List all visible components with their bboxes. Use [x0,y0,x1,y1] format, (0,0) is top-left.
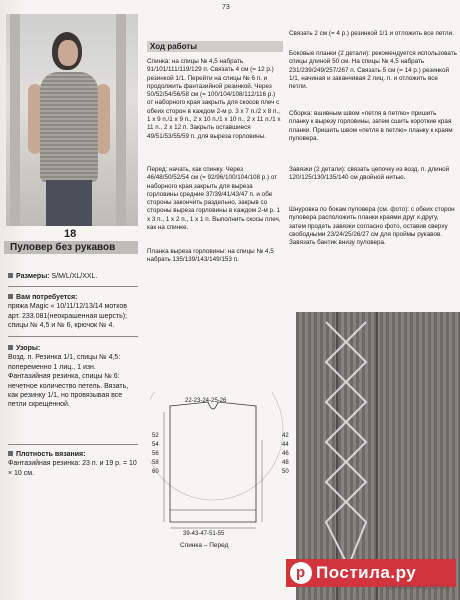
garment-schematic [150,392,284,552]
section-heading: Ход работы [147,41,283,52]
schema-caption: Спинка – Перед [180,542,229,549]
photo-arm [96,84,110,154]
bullet-square-icon [8,294,13,299]
patterns-section [8,344,140,410]
bullet-square-icon [8,273,13,278]
footer-url: tl@mix2010.blog.163.com [386,585,450,591]
schema-bottom-dims: 39-43-47-51-55 [183,531,225,537]
pattern-number: 18 [64,228,77,240]
schema-top-dims: 22-23-24-25-26 [185,398,227,404]
side-panels-instructions: Боковые планки (2 детали): рекомендуется использовать спицы длиной 50 см. На спицы № 4,5 набрать 231/239/249/257/267 п. Связать 5 см (= 14 р.) резинкой 1/1, начиная и заканчивая 2 лиц. п. и отложить все петли. [289,50,457,91]
density-section [8,450,140,478]
photo-legs [46,180,92,226]
density-label: Плотность вязания: [16,451,86,458]
materials-text: пряжа Magic « 10/11/12/13/14 мотков арт. 233.081(неокрашенная шерсть); спицы № 4,5 и № 6, крючок № 4. [8,303,128,330]
pin-glyph: p [296,564,306,581]
photo-sweater [40,72,98,182]
model-photo [6,14,138,226]
schema-left-dims: 52 54 56 58 60 [152,433,159,475]
neckband-cont: Связать 2 см (= 4 р.) резинкой 1/1 и отложить все петли. [289,30,454,37]
photo-column [116,14,126,226]
sizes-section [8,272,140,281]
sizes-label: Размеры: [16,273,50,280]
photo-column [10,14,20,226]
page-number: 73 [222,4,230,11]
photo-face [58,40,78,66]
materials-section [8,293,140,331]
assembly-instructions: Сборка: вшивным швом «петля в петлю» пришить планку к вырезу горловины, затем сшить короткие края планки. Пришить швом «петля в петлю» планку к краям пуловера. [289,110,453,142]
schema-right-dims: 42 44 46 48 50 [282,433,289,475]
sizes-value: S/M/L/XL/XXL. [51,273,98,280]
patterns-label: Узоры: [16,345,41,352]
materials-label: Вам потребуется: [16,294,78,301]
divider [8,336,138,337]
back-instructions: Спинка: на спицы № 4,5 набрать 91/101/111/119/129 п. Связать 4 см (= 12 р.) резинкой 1/1. Перейти на спицы № 6 п. и продолжить фантазийной резинкой. Через 50/52/54/56/58 см (= 100/104/108/112/116 р.) от наборного края закрыть для скосов плеч с обеих сторон в каждом 2-м р. 3 х 7 п./2 х 8 п., 1 х 9 п./1 х 9 п., 2 х 10 п./1 х 10 п., 2 х 11 п./1 х 11 п., 2 х 12 п. Закрыть оставшиеся 49/51/53/55/59 п. для выреза горловины. [147,58,281,140]
pattern-title: Пуловер без рукавов [10,242,116,253]
front-instructions: Перед: начать, как спинку. Через 46/48/50/52/54 см (= 92/96/100/104/108 р.) от наборного края закрыть для выреза горловины средние 37/39/41/43/47 п. и обе стороны закончить раздельно, закрыв со стороны выреза горловины в каждом 2-м р. 1 х 3 п., 1 х 2 п., 1 х 1 п. Выполнить скосы плеч, как на спинке. [147,166,281,232]
density-text: Фантазийная резинка: 23 п. и 19 р. = 10 × 10 см. [8,460,137,477]
ties-instructions: Завязки (2 детали): связать цепочку из возд. п. длиной 120/125/130/135/140 см двойной нитью. [289,166,450,182]
divider [8,444,138,445]
pin-icon [290,562,312,584]
patterns-text: Возд. п. Резинка 1/1, спицы № 4,5: попеременно 1 лиц., 1 изн. Фантазийная резинка, спицы № 6: нечетное количество петель. Вязать, как резинку 1/1, но провязывая все петли скрещенной. [8,354,129,409]
divider [8,286,138,287]
logo-text: Постила.ру [316,563,417,582]
lacing-instructions: Шнуровка по бокам пуловера (см. фото): с обеих сторон пуловера расположить планки краями друг к другу, затем продеть завязки согласно фото, оставив сверху свободными 23/24/25/26/27 см для проймы рукавов. Завязать бантик внизу пуловера. [289,206,455,247]
neckband-instructions: Планка выреза горловины: на спицы № 4,5 набрать 135/139/143/149/153 п. [147,248,274,264]
bullet-square-icon [8,451,13,456]
bullet-square-icon [8,345,13,350]
